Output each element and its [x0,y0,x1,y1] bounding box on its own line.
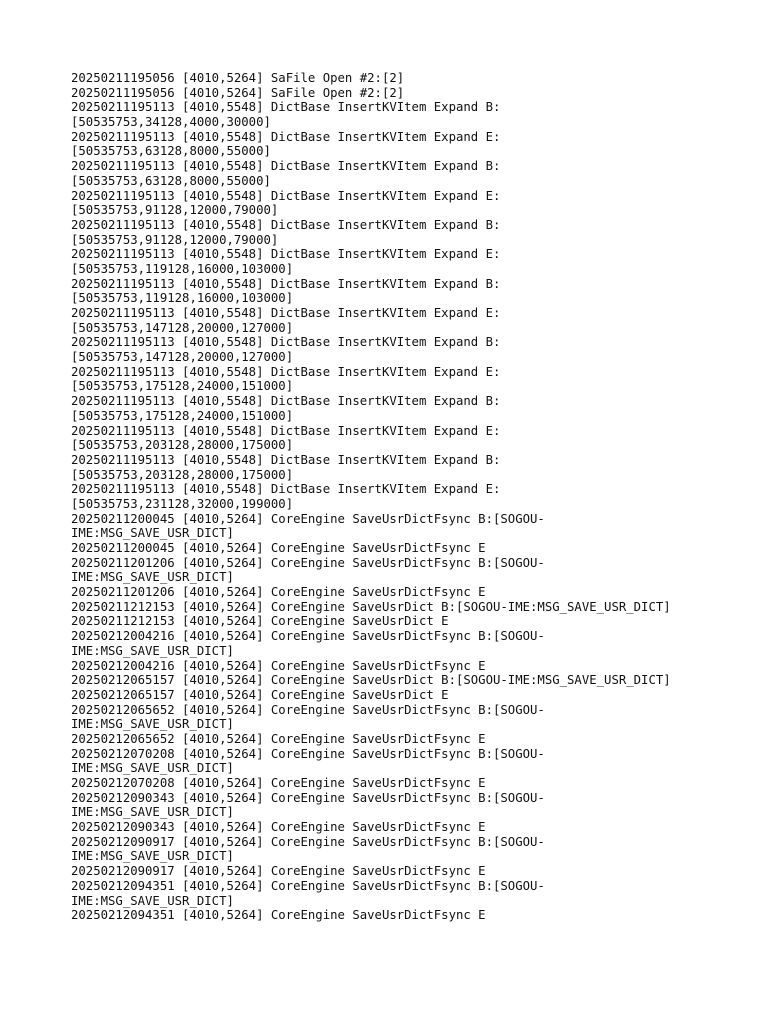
log-line: 20250211212153 [4010,5264] CoreEngine SaveUsrDict B:[SOGOU-IME:MSG_SAVE_USR_DICT] [71,599,671,614]
log-line: 20250211195113 [4010,5548] DictBase InsertKVItem Expand B: [71,276,501,291]
log-line: 20250211212153 [4010,5264] CoreEngine SaveUsrDict E [71,614,449,629]
log-line: 20250212090343 [4010,5264] CoreEngine SaveUsrDictFsync B:[SOGOU- [71,790,545,805]
log-line: [50535753,203128,28000,175000] [71,467,294,482]
log-line: 20250211195113 [4010,5548] DictBase InsertKVItem Expand E: [71,129,501,144]
log-line: 20250211195113 [4010,5548] DictBase InsertKVItem Expand E: [71,188,501,203]
log-line: IME:MSG_SAVE_USR_DICT] [71,893,234,908]
log-line: [50535753,119128,16000,103000] [71,291,294,306]
log-line: 20250212094351 [4010,5264] CoreEngine SaveUsrDictFsync B:[SOGOU- [71,878,545,893]
log-line: IME:MSG_SAVE_USR_DICT] [71,526,234,541]
log-line: IME:MSG_SAVE_USR_DICT] [71,761,234,776]
log-line: IME:MSG_SAVE_USR_DICT] [71,717,234,732]
log-line: 20250212065157 [4010,5264] CoreEngine SaveUsrDict B:[SOGOU-IME:MSG_SAVE_USR_DICT] [71,673,671,688]
log-line: [50535753,175128,24000,151000] [71,379,294,394]
log-line: 20250211200045 [4010,5264] CoreEngine SaveUsrDictFsync B:[SOGOU- [71,511,545,526]
log-line: 20250212065157 [4010,5264] CoreEngine SaveUsrDict E [71,687,449,702]
log-line: 20250211201206 [4010,5264] CoreEngine SaveUsrDictFsync E [71,585,486,600]
log-line: 20250212065652 [4010,5264] CoreEngine SaveUsrDictFsync E [71,731,486,746]
log-line: 20250212065652 [4010,5264] CoreEngine SaveUsrDictFsync B:[SOGOU- [71,702,545,717]
log-line: 20250212070208 [4010,5264] CoreEngine SaveUsrDictFsync E [71,776,486,790]
log-line: 20250211201206 [4010,5264] CoreEngine SaveUsrDictFsync B:[SOGOU- [71,555,545,570]
log-line: IME:MSG_SAVE_USR_DICT] [71,805,234,820]
log-line: 20250211195113 [4010,5548] DictBase InsertKVItem Expand B: [71,452,501,467]
log-line: 20250212090917 [4010,5264] CoreEngine SaveUsrDictFsync E [71,864,486,879]
log-text-block [71,71,711,923]
log-line: 20250211195113 [4010,5548] DictBase InsertKVItem Expand B: [71,217,501,232]
log-line: 20250212094351 [4010,5264] CoreEngine SaveUsrDictFsync E [71,908,486,923]
log-line: 20250212090343 [4010,5264] CoreEngine SaveUsrDictFsync E [71,820,486,835]
log-line: [50535753,119128,16000,103000] [71,261,294,276]
log-line: 20250211195113 [4010,5548] DictBase InsertKVItem Expand B: [71,159,501,174]
log-line: 20250211195056 [4010,5264] SaFile Open #2:[2] [71,85,405,100]
log-line: 20250211195113 [4010,5548] DictBase InsertKVItem Expand B: [71,394,501,409]
log-line: [50535753,203128,28000,175000] [71,438,294,453]
log-line: 20250211195113 [4010,5548] DictBase InsertKVItem Expand E: [71,423,501,438]
log-line: 20250211195113 [4010,5548] DictBase InsertKVItem Expand E: [71,482,501,497]
log-line: 20250211195113 [4010,5548] DictBase InsertKVItem Expand B: [71,335,501,350]
log-line: [50535753,91128,12000,79000] [71,203,279,218]
log-line: 20250211195113 [4010,5548] DictBase InsertKVItem Expand E: [71,306,501,320]
log-line: 20250211195113 [4010,5548] DictBase InsertKVItem Expand B: [71,100,501,115]
log-line: IME:MSG_SAVE_USR_DICT] [71,849,234,864]
log-line: 20250212090917 [4010,5264] CoreEngine SaveUsrDictFsync B:[SOGOU- [71,834,545,849]
log-line: [50535753,147128,20000,127000] [71,320,294,335]
log-line: IME:MSG_SAVE_USR_DICT] [71,643,234,658]
log-line: 20250211195113 [4010,5548] DictBase InsertKVItem Expand E: [71,364,501,379]
log-line: [50535753,91128,12000,79000] [71,232,279,247]
log-line: [50535753,34128,4000,30000] [71,115,271,130]
log-line: 20250212004216 [4010,5264] CoreEngine SaveUsrDictFsync B:[SOGOU- [71,629,545,644]
log-line: [50535753,231128,32000,199000] [71,496,294,511]
log-line: 20250211195113 [4010,5548] DictBase InsertKVItem Expand E: [71,247,501,262]
log-line: 20250211195056 [4010,5264] SaFile Open #2:[2] [71,71,405,85]
log-line: [50535753,175128,24000,151000] [71,408,294,423]
log-line: [50535753,147128,20000,127000] [71,350,294,365]
log-line: [50535753,63128,8000,55000] [71,144,271,159]
log-line: [50535753,63128,8000,55000] [71,173,271,188]
log-line: 20250212004216 [4010,5264] CoreEngine SaveUsrDictFsync E [71,658,486,673]
log-line: 20250211200045 [4010,5264] CoreEngine SaveUsrDictFsync E [71,541,486,555]
log-line: 20250212070208 [4010,5264] CoreEngine SaveUsrDictFsync B:[SOGOU- [71,746,545,761]
log-line: IME:MSG_SAVE_USR_DICT] [71,570,234,585]
